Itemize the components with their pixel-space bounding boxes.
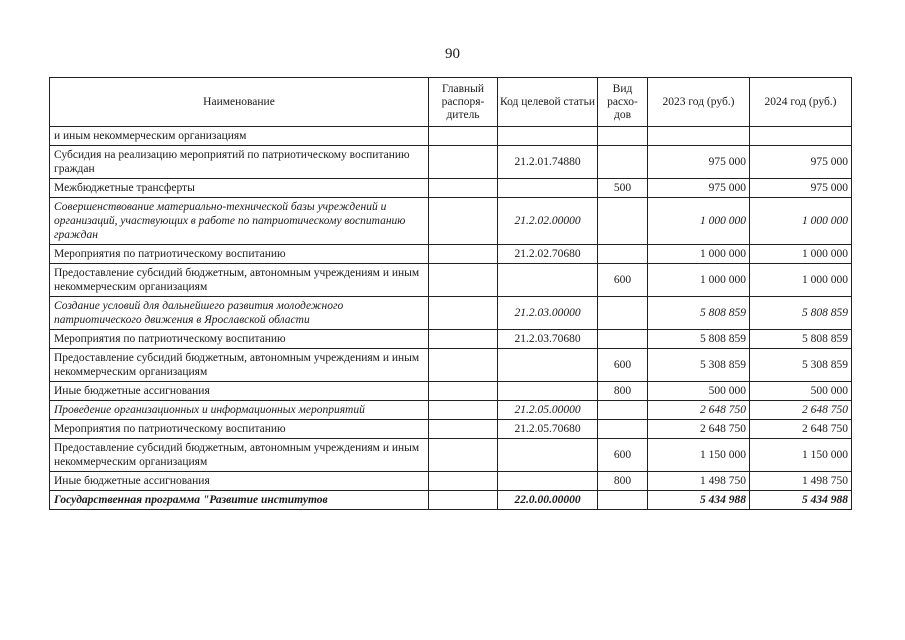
table-row	[50, 382, 852, 401]
cell-code: 21.2.03.70680	[498, 330, 598, 349]
cell-2024: 1 150 000	[750, 439, 852, 472]
header-code: Код целевой статьи	[498, 78, 598, 127]
cell-vid	[598, 297, 648, 330]
cell-grbs	[429, 382, 498, 401]
cell-grbs	[429, 264, 498, 297]
table-row	[50, 349, 852, 382]
cell-code	[498, 439, 598, 472]
cell-vid: 600	[598, 439, 648, 472]
cell-name: Мероприятия по патриотическому воспитанию	[50, 245, 429, 264]
cell-code: 21.2.02.70680	[498, 245, 598, 264]
cell-name: Субсидия на реализацию мероприятий по патриотическому воспитанию граждан	[50, 146, 429, 179]
cell-2024: 5 808 859	[750, 330, 852, 349]
cell-grbs	[429, 245, 498, 264]
cell-grbs	[429, 439, 498, 472]
cell-2023	[648, 127, 750, 146]
cell-grbs	[429, 401, 498, 420]
cell-name: Предоставление субсидий бюджетным, автономным учреждениям и иным некоммерческим организациям	[50, 349, 429, 382]
table-header-row	[50, 78, 852, 127]
cell-2023: 975 000	[648, 179, 750, 198]
table-row	[50, 297, 852, 330]
cell-code: 22.0.00.00000	[498, 491, 598, 510]
cell-2023: 5 308 859	[648, 349, 750, 382]
table-row	[50, 264, 852, 297]
table-row	[50, 420, 852, 439]
cell-grbs	[429, 179, 498, 198]
table-row	[50, 198, 852, 245]
table-row	[50, 472, 852, 491]
cell-vid: 500	[598, 179, 648, 198]
cell-vid	[598, 198, 648, 245]
cell-grbs	[429, 472, 498, 491]
cell-grbs	[429, 297, 498, 330]
table-row	[50, 245, 852, 264]
cell-2023: 975 000	[648, 146, 750, 179]
cell-name: Создание условий для дальнейшего развития молодежного патриотического движения в Ярославской области	[50, 297, 429, 330]
table-row	[50, 439, 852, 472]
cell-vid: 800	[598, 382, 648, 401]
cell-2023: 5 808 859	[648, 330, 750, 349]
cell-2023: 1 498 750	[648, 472, 750, 491]
cell-2024: 5 434 988	[750, 491, 852, 510]
cell-code	[498, 382, 598, 401]
cell-grbs	[429, 330, 498, 349]
cell-2024: 1 000 000	[750, 198, 852, 245]
cell-vid: 600	[598, 264, 648, 297]
cell-code	[498, 127, 598, 146]
cell-grbs	[429, 127, 498, 146]
cell-2024: 975 000	[750, 179, 852, 198]
cell-grbs	[429, 491, 498, 510]
cell-2023: 1 150 000	[648, 439, 750, 472]
table-row	[50, 401, 852, 420]
cell-name: Мероприятия по патриотическому воспитанию	[50, 420, 429, 439]
cell-name: Проведение организационных и информационных мероприятий	[50, 401, 429, 420]
cell-grbs	[429, 198, 498, 245]
table-row	[50, 127, 852, 146]
cell-2024: 5 808 859	[750, 297, 852, 330]
cell-grbs	[429, 146, 498, 179]
cell-vid: 600	[598, 349, 648, 382]
cell-grbs	[429, 349, 498, 382]
table-row	[50, 146, 852, 179]
cell-code	[498, 349, 598, 382]
cell-2024: 1 000 000	[750, 245, 852, 264]
cell-vid	[598, 401, 648, 420]
table-row	[50, 179, 852, 198]
cell-vid	[598, 491, 648, 510]
cell-2023: 5 808 859	[648, 297, 750, 330]
cell-vid	[598, 146, 648, 179]
cell-2023: 500 000	[648, 382, 750, 401]
budget-table	[49, 77, 852, 510]
cell-name: Государственная программа "Развитие институтов	[50, 491, 429, 510]
cell-2024: 5 308 859	[750, 349, 852, 382]
cell-2024	[750, 127, 852, 146]
cell-code: 21.2.03.00000	[498, 297, 598, 330]
table-body	[50, 127, 852, 510]
header-grbs: Главный распоря-дитель	[429, 78, 498, 127]
cell-2023: 1 000 000	[648, 264, 750, 297]
header-name: Наименование	[50, 78, 429, 127]
cell-name: Мероприятия по патриотическому воспитанию	[50, 330, 429, 349]
cell-name: Предоставление субсидий бюджетным, автономным учреждениям и иным некоммерческим организациям	[50, 264, 429, 297]
page-number: 90	[445, 46, 460, 62]
cell-code	[498, 472, 598, 491]
header-2024: 2024 год (руб.)	[750, 78, 852, 127]
cell-2023: 1 000 000	[648, 198, 750, 245]
cell-vid	[598, 330, 648, 349]
cell-code	[498, 264, 598, 297]
cell-name: Предоставление субсидий бюджетным, автономным учреждениям и иным некоммерческим организациям	[50, 439, 429, 472]
cell-2024: 500 000	[750, 382, 852, 401]
cell-name: Совершенствование материально-технической базы учреждений и организаций, участвующих в работе по патриотическому воспитанию граждан	[50, 198, 429, 245]
cell-code	[498, 179, 598, 198]
cell-2024: 975 000	[750, 146, 852, 179]
cell-2024: 2 648 750	[750, 420, 852, 439]
cell-2024: 1 000 000	[750, 264, 852, 297]
cell-name: Межбюджетные трансферты	[50, 179, 429, 198]
cell-vid	[598, 245, 648, 264]
cell-2024: 1 498 750	[750, 472, 852, 491]
cell-2024: 2 648 750	[750, 401, 852, 420]
cell-2023: 5 434 988	[648, 491, 750, 510]
cell-name: Иные бюджетные ассигнования	[50, 472, 429, 491]
cell-2023: 1 000 000	[648, 245, 750, 264]
cell-code: 21.2.01.74880	[498, 146, 598, 179]
cell-code: 21.2.05.00000	[498, 401, 598, 420]
cell-name: Иные бюджетные ассигнования	[50, 382, 429, 401]
table-row	[50, 491, 852, 510]
cell-vid: 800	[598, 472, 648, 491]
table-row	[50, 330, 852, 349]
cell-grbs	[429, 420, 498, 439]
header-vid: Вид расхо-дов	[598, 78, 648, 127]
cell-code: 21.2.02.00000	[498, 198, 598, 245]
cell-2023: 2 648 750	[648, 420, 750, 439]
cell-vid	[598, 127, 648, 146]
cell-vid	[598, 420, 648, 439]
cell-code: 21.2.05.70680	[498, 420, 598, 439]
header-2023: 2023 год (руб.)	[648, 78, 750, 127]
cell-2023: 2 648 750	[648, 401, 750, 420]
cell-name: и иным некоммерческим организациям	[50, 127, 429, 146]
